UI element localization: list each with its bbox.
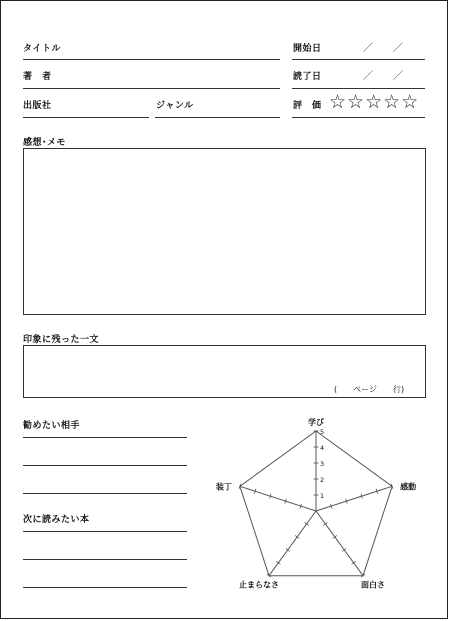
recommend-line-1[interactable]: [23, 437, 187, 438]
title-line[interactable]: [23, 59, 280, 60]
genre-line[interactable]: [155, 117, 280, 118]
radar-scale-label: 2: [320, 476, 325, 484]
title-label: タイトル: [23, 44, 61, 54]
radar-axis-label: 装丁: [215, 482, 232, 492]
end-date-slashes: ／ ／: [363, 71, 403, 82]
rating-stars[interactable]: ☆☆☆☆☆: [329, 91, 420, 113]
radar-axis-line: [316, 486, 392, 511]
next-read-label: 次に読みたい本: [23, 515, 90, 525]
genre-label: ジャンル: [156, 101, 194, 111]
quote-label: 印象に残った一文: [23, 335, 100, 345]
rating-label: 評 価: [293, 101, 322, 111]
start-date-label: 開始日: [293, 44, 322, 54]
rating-line: [292, 117, 425, 118]
page-line-note: ( ページ 行): [334, 385, 405, 394]
start-date-slashes: ／ ／: [363, 43, 403, 54]
author-label: 著 者: [23, 72, 52, 82]
publisher-line[interactable]: [23, 117, 149, 118]
next-read-line-2[interactable]: [23, 559, 187, 560]
radar-tick: [342, 548, 346, 551]
radar-tick: [323, 523, 327, 526]
radar-scale-label: 3: [320, 460, 325, 468]
radar-scale-label: 1: [320, 492, 325, 500]
radar-tick: [295, 535, 299, 538]
radar-axis-label: 止まらなさ: [239, 580, 279, 590]
radar-tick: [352, 561, 356, 564]
author-line[interactable]: [23, 88, 280, 89]
next-read-line-3[interactable]: [23, 587, 187, 588]
radar-axis-label: 感動: [400, 482, 417, 492]
impressions-box[interactable]: [23, 148, 426, 315]
radar-scale-label: 4: [320, 444, 325, 452]
recommend-label: 勧めたい相手: [23, 421, 81, 431]
radar-axis-line: [240, 486, 316, 511]
evaluation-radar-chart: [197, 409, 429, 597]
end-date-line[interactable]: [292, 88, 425, 89]
radar-axis-line: [316, 511, 363, 576]
radar-tick: [286, 548, 290, 551]
recommend-line-2[interactable]: [23, 465, 187, 466]
radar-tick: [305, 523, 309, 526]
radar-axis-label: 学び: [308, 418, 324, 427]
radar-axis-label: 面白さ: [361, 580, 385, 590]
radar-tick: [276, 561, 280, 564]
publisher-label: 出版社: [23, 101, 52, 111]
next-read-line-1[interactable]: [23, 531, 187, 532]
recommend-line-3[interactable]: [23, 493, 187, 494]
radar-axis-line: [269, 511, 316, 576]
radar-scale-label: 5: [320, 428, 325, 436]
end-date-label: 読了日: [293, 72, 322, 82]
impressions-label: 感想･メモ: [23, 138, 67, 148]
start-date-line[interactable]: [292, 59, 425, 60]
radar-tick: [333, 535, 337, 538]
